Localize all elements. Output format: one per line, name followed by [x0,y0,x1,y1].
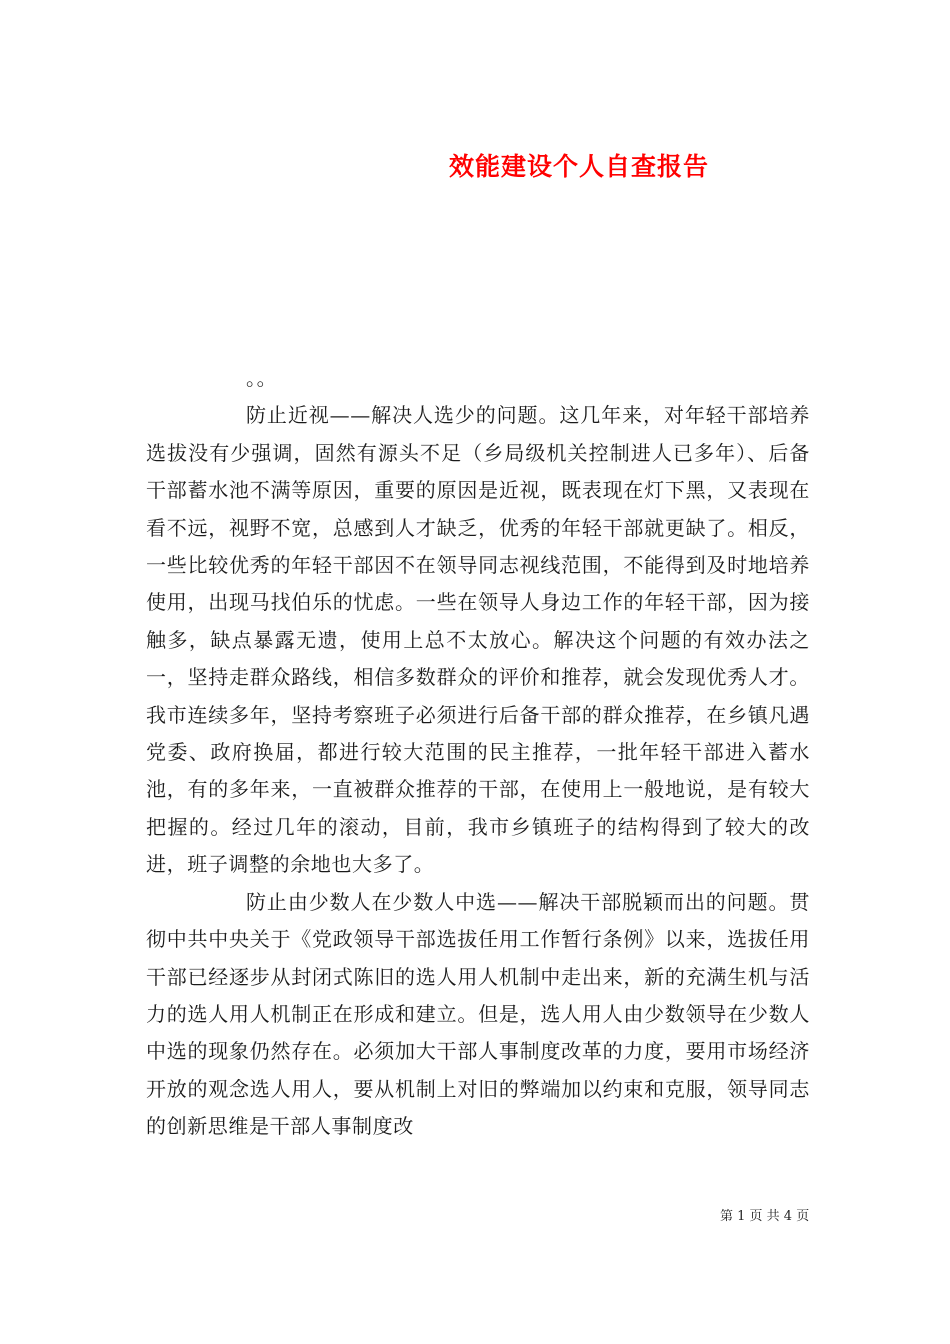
document-title: 效能建设个人自查报告 [449,151,710,181]
title-area [0,0,950,200]
paragraph-1: 防止近视——解决人选少的问题。这几年来，对年轻干部培养选拔没有少强调，固然有源头不足（乡局级机关控制进人已多年）、后备干部蓄水池不满等原因，重要的原因是近视，既表现在灯下黑，又表现在看不远，视野不宽，总感到人才缺乏，优秀的年轻干部就更缺了。相反，一些比较优秀的年轻干部因不在领导同志视线范围，不能得到及时地培养使用，出现马找伯乐的忧虑。一些在领导人身边工作的年轻干部，因为接触多，缺点暴露无遗，使用上总不太放心。解决这个问题的有效办法之一，坚持走群众路线，相信多数群众的评价和推荐，就会发现优秀人才。我市连续多年，坚持考察班子必须进行后备干部的群众推荐，在乡镇凡遇党委、政府换届，都进行较大范围的民主推荐，一批年轻干部进入蓄水池，有的多年来，一直被群众推荐的干部，在使用上一般地说，是有较大把握的。经过几年的滚动，目前，我市乡镇班子的结构得到了较大的改进，班子调整的余地也大多了。 [146,403,810,877]
page-footer: 第 1 页 共 4 页 [720,1209,810,1224]
document-body [146,360,810,1146]
paragraph-2: 防止由少数人在少数人中选——解决干部脱颖而出的问题。贯彻中共中央关于《党政领导干部选拔任用工作暂行条例》以来，选拔任用干部已经逐步从封闭式陈旧的选人用人机制中走出来，新的充满生机与活力的选人用人机制正在形成和建立。但是，选人用人由少数领导在少数人中选的现象仍然存在。必须加大干部人事制度改革的力度，要用市场经济开放的观念选人用人，要从机制上对旧的弊端加以约束和克服，领导同志的创新思维是干部人事制度改 [146,889,810,1139]
leading-dots: 。。 [246,366,278,390]
